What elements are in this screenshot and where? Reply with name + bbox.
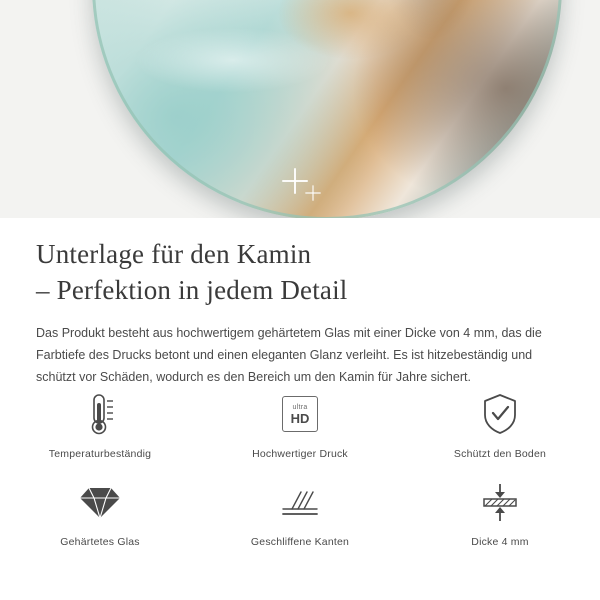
description-paragraph: Das Produkt besteht aus hochwertigem gehärtetem Glas mit einer Dicke von 4 mm, das die Farbtiefe des Drucks betont und einen eleganten Glanz verleiht. Es ist hitzebeständig und schützt vor Schäden, wodurch es den Bereich um den Kamin für Jahre sichert.	[36, 326, 542, 384]
shield-check-icon	[480, 390, 520, 438]
thermometer-icon	[78, 390, 122, 438]
glass-plate-graphic	[92, 0, 562, 218]
page-title-line-1: Unterlage für den Kamin	[36, 239, 312, 269]
diamond-icon	[78, 478, 122, 526]
feature-item-tempered-glass	[0, 478, 200, 548]
feature-label: Dicke 4 mm	[471, 536, 529, 548]
ultra-hd-badge-bottom: HD	[290, 410, 310, 426]
ultra-hd-icon	[282, 390, 318, 438]
page-title	[0, 218, 600, 308]
ultra-hd-badge-top: ultra	[292, 403, 308, 411]
feature-item-thickness	[400, 478, 600, 548]
hero-image	[0, 0, 600, 218]
feature-item-polished-edges	[200, 478, 400, 548]
feature-label: Geschliffene Kanten	[250, 536, 350, 548]
feature-item-print-quality	[200, 390, 400, 460]
feature-label: Hochwertiger Druck	[252, 448, 348, 460]
feature-label: Gehärtetes Glas	[60, 536, 140, 548]
polished-edges-icon	[279, 478, 321, 526]
feature-item-floor-protection	[400, 390, 600, 460]
thickness-arrows-icon	[478, 478, 522, 526]
page-title-line-2: – Perfektion in jedem Detail	[36, 275, 348, 305]
text-content	[0, 218, 600, 388]
feature-item-temperature	[0, 390, 200, 460]
feature-label: Temperaturbeständig	[48, 448, 152, 460]
feature-label: Schützt den Boden	[453, 448, 547, 460]
feature-grid	[0, 390, 600, 548]
